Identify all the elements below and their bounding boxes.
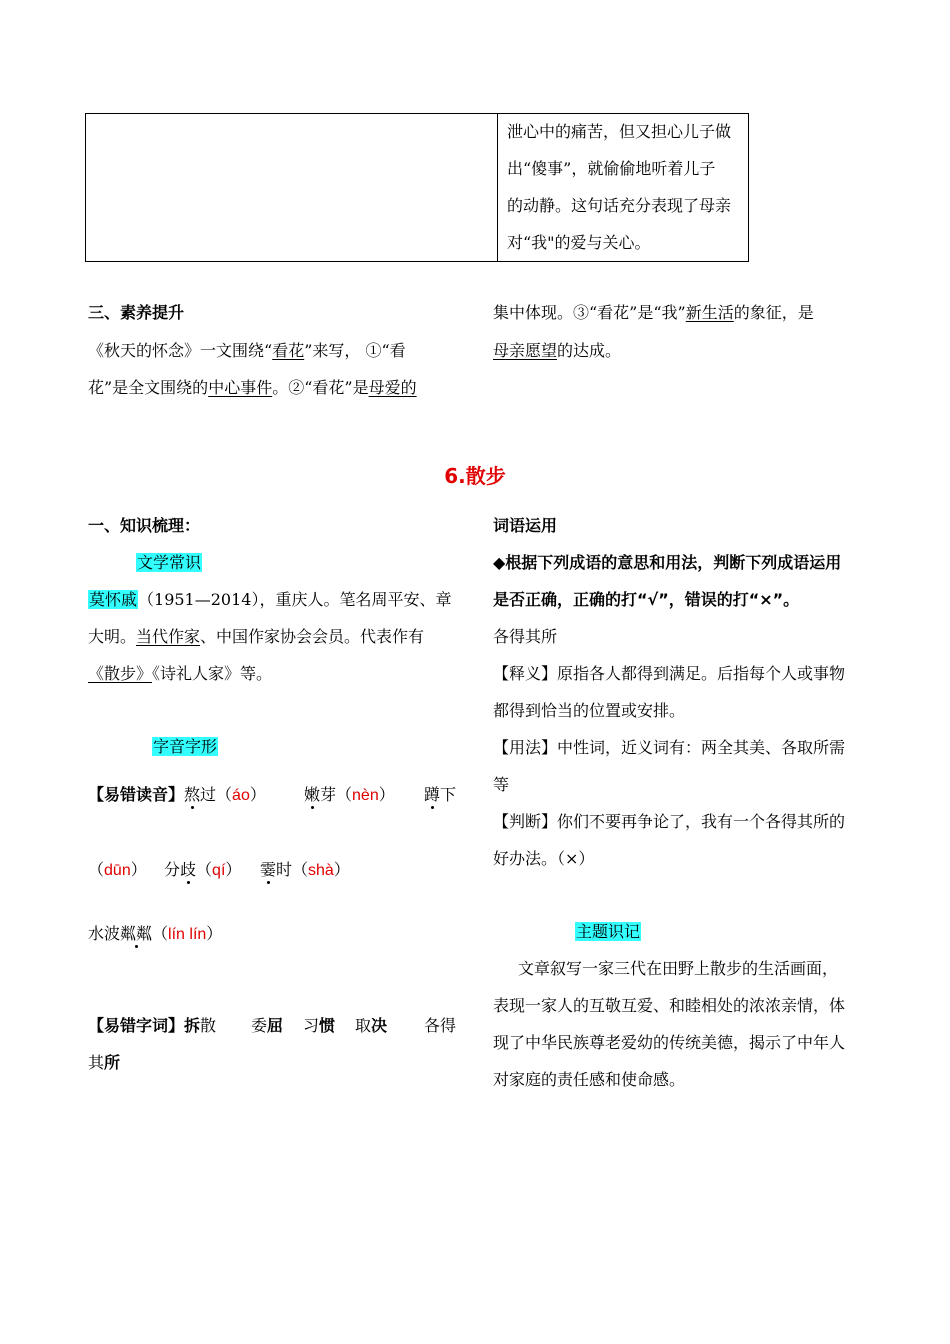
author-name: 莫怀戚 (89, 590, 138, 609)
theme-label: 主题识记 (576, 922, 641, 941)
pronunciation-item: 霎时（shà） (260, 860, 350, 879)
table-cell-line: 对“我"的爱与关心。 (507, 233, 651, 252)
word-item: 各得 (424, 1016, 457, 1035)
question-line: 是否正确，正确的打“√”，错误的打“×”。 (493, 590, 800, 609)
paragraph-line: 花”是全文围绕的中心事件。②“看花”是母爱的 (88, 378, 417, 397)
question-line: ◆根据下列成语的意思和用法，判断下列成语运用 (493, 553, 842, 572)
paragraph-line: 文章叙写一家三代在田野上散步的生活画面， (518, 959, 839, 978)
word-item: 委屈 (251, 1016, 284, 1035)
pronunciation-item: 分歧（qí） (164, 860, 242, 879)
paragraph-line: 【释义】原指各人都得到满足。后指每个人或事物 (493, 664, 846, 683)
table-cell-line: 的动静。这句话充分表现了母亲 (507, 196, 732, 215)
paragraph-line: 【判断】你们不要再争论了，我有一个各得其所的 (493, 812, 846, 831)
section-heading: 三、素养提升 (88, 303, 185, 322)
word-item: 其所 (88, 1053, 121, 1072)
pronunciation-item: （dūn） (88, 860, 147, 879)
pronunciation-item: 嫩芽（nèn） (304, 785, 395, 804)
table-cell-line: 出“傻事”，就偷偷地听着儿子 (507, 159, 716, 178)
paragraph-line: 好办法。（×） (493, 849, 595, 868)
word-line: 【易错字词】拆散 (88, 1016, 217, 1035)
table-divider (497, 114, 498, 261)
pronunciation-item: 水波粼粼（lín lín） (88, 924, 223, 943)
paragraph-line: 莫怀戚（1951—2014），重庆人。笔名周平安、章 (89, 590, 452, 609)
lesson-title: 6.散步 (444, 464, 506, 488)
paragraph-line: 大明。当代作家、中国作家协会会员。代表作有 (88, 627, 425, 646)
word-item: 习惯 (303, 1016, 336, 1035)
literature-label: 文学常识 (137, 553, 202, 572)
pronunciation-item: 蹲下 (424, 785, 457, 804)
table-cell-line: 泄心中的痛苦，但又担心儿子做 (507, 122, 732, 141)
paragraph-line: 等 (493, 775, 510, 794)
paragraph-line: 表现一家人的互敬互爱、和睦相处的浓浓亲情，体 (493, 996, 846, 1015)
idiom: 各得其所 (493, 627, 558, 646)
paragraph-line: 对家庭的责任感和使命感。 (493, 1070, 686, 1089)
pronunciation-line: 【易错读音】熬过（áo） (88, 785, 266, 804)
paragraph-line: 《散步》《诗礼人家》等。 (88, 664, 273, 683)
paragraph-line: 现了中华民族尊老爱幼的传统美德，揭示了中年人 (493, 1033, 846, 1052)
section-heading: 词语运用 (493, 516, 558, 535)
paragraph-line: 集中体现。③“看花”是“我”新生活的象征，是 (493, 303, 814, 322)
paragraph-line: 都得到恰当的位置或安排。 (493, 701, 686, 720)
paragraph-line: 《秋天的怀念》一文围绕“看花”来写， ①“看 (88, 341, 406, 360)
pronunciation-label: 字音字形 (153, 737, 218, 756)
paragraph-line: 母亲愿望的达成。 (493, 341, 622, 360)
word-item: 取决 (355, 1016, 388, 1035)
section-heading: 一、知识梳理： (88, 516, 201, 535)
paragraph-line: 【用法】中性词，近义词有：两全其美、各取所需 (493, 738, 846, 757)
